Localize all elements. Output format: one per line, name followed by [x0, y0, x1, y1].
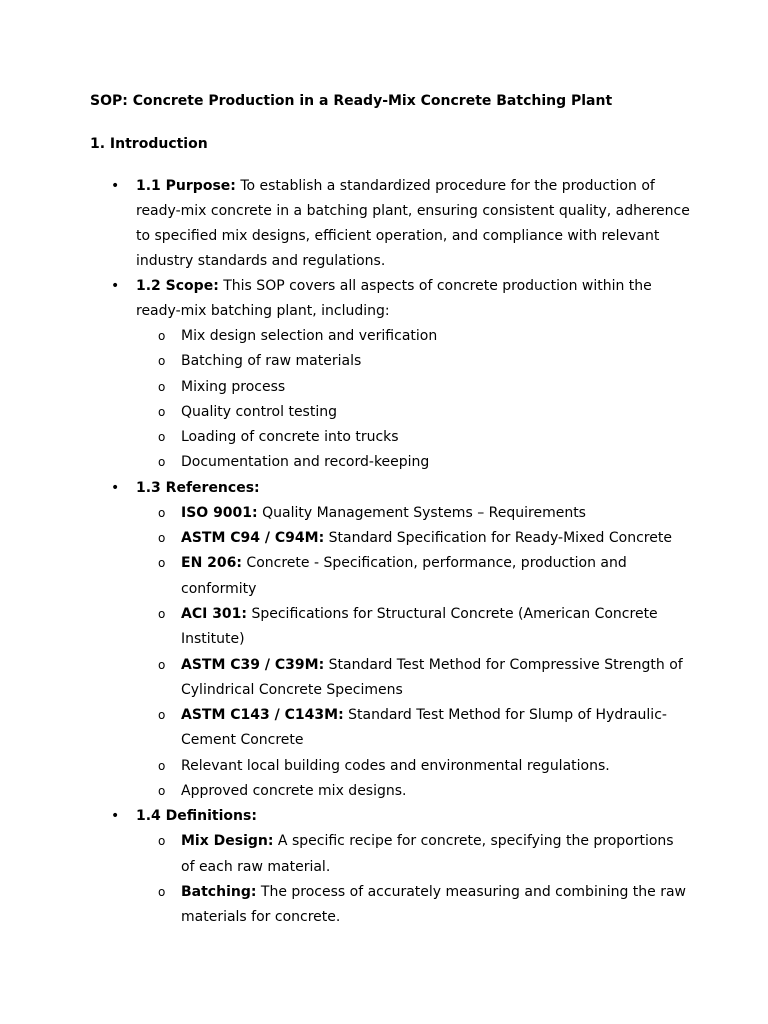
reference-label: ASTM C39 / C39M:	[181, 656, 325, 673]
definition-text: A specific recipe for concrete, specifying the proportions of each raw material.	[181, 833, 674, 875]
reference-label: ACI 301:	[181, 605, 248, 622]
list-item	[136, 754, 690, 779]
bullet-icon: •	[111, 479, 120, 496]
circle-bullet-icon: o	[158, 657, 166, 672]
list-item	[136, 324, 690, 349]
reference-label: ASTM C143 / C143M:	[181, 707, 344, 724]
circle-bullet-icon: o	[158, 329, 166, 343]
list-item	[136, 829, 690, 880]
list-item	[136, 551, 690, 602]
circle-bullet-icon: o	[158, 834, 166, 849]
definition-term: Batching:	[181, 883, 257, 900]
list-item	[136, 400, 690, 425]
bullet-icon: •	[111, 278, 120, 294]
scope-text: This SOP covers all aspects of concrete production within the ready-mix batching plant, including:	[136, 278, 652, 319]
list-item	[136, 450, 690, 475]
list-item	[136, 375, 690, 400]
scope-item-text: Batching of raw materials	[181, 353, 362, 370]
reference-label: EN 206:	[181, 555, 242, 572]
circle-bullet-icon: o	[158, 531, 166, 546]
list-item-references	[90, 476, 690, 805]
definitions-sublist	[136, 829, 690, 930]
document-title: SOP: Concrete Production in a Ready-Mix Concrete Batching Plant	[90, 93, 613, 109]
reference-text: Relevant local building codes and environmental regulations.	[181, 757, 610, 774]
list-item	[136, 501, 690, 526]
circle-bullet-icon: o	[158, 430, 166, 445]
bullet-icon: •	[111, 808, 120, 825]
reference-text: Approved concrete mix designs.	[181, 783, 407, 800]
scope-sublist	[136, 324, 690, 476]
list-item-definitions	[90, 804, 690, 930]
definitions-label: 1.4 Definitions:	[136, 808, 257, 825]
scope-item-text: Mixing process	[181, 378, 286, 395]
list-item-scope	[90, 274, 690, 476]
list-item-purpose	[90, 174, 690, 274]
list-item	[136, 653, 690, 704]
reference-text: Quality Management Systems – Requirements	[257, 504, 586, 521]
circle-bullet-icon: o	[158, 379, 166, 394]
references-label: 1.3 References:	[136, 479, 260, 496]
section-heading: 1. Introduction	[90, 136, 208, 152]
circle-bullet-icon: o	[158, 708, 166, 723]
scope-item-text: Quality control testing	[181, 403, 337, 420]
references-sublist	[136, 501, 690, 805]
list-item	[136, 602, 690, 653]
scope-item-text: Documentation and record-keeping	[181, 454, 430, 471]
circle-bullet-icon: o	[158, 404, 166, 419]
reference-text: Standard Specification for Ready-Mixed Concrete	[324, 530, 672, 547]
circle-bullet-icon: o	[158, 606, 166, 621]
reference-text: Concrete - Specification, performance, production and conformity	[181, 555, 627, 597]
list-item	[136, 779, 690, 804]
introduction-list	[90, 174, 690, 931]
circle-bullet-icon: o	[158, 354, 166, 369]
list-item	[136, 425, 690, 450]
reference-label: ISO 9001:	[181, 504, 258, 521]
list-item	[136, 703, 690, 754]
scope-label: 1.2 Scope:	[136, 278, 219, 294]
definition-text: The process of accurately measuring and combining the raw materials for concrete.	[181, 883, 687, 926]
bullet-icon: •	[111, 178, 120, 194]
purpose-text: To establish a standardized procedure for the production of ready-mix concrete in a batching plant, ensuring consistent quality, adherence to specified mix designs, efficient operation, and compliance with relevant industry standards and regulations.	[136, 178, 690, 269]
reference-label: ASTM C94 / C94M:	[181, 530, 325, 547]
scope-item-text: Mix design selection and verification	[181, 328, 438, 344]
circle-bullet-icon: o	[158, 884, 166, 899]
list-item	[136, 526, 690, 551]
list-item	[136, 880, 690, 931]
list-item	[136, 349, 690, 374]
purpose-label: 1.1 Purpose:	[136, 178, 236, 194]
reference-text: Specifications for Structural Concrete (American Concrete Institute)	[181, 605, 658, 648]
scope-item-text: Loading of concrete into trucks	[181, 429, 399, 446]
circle-bullet-icon: o	[158, 758, 166, 773]
circle-bullet-icon: o	[158, 505, 166, 520]
circle-bullet-icon: o	[158, 784, 166, 799]
document-page	[90, 89, 690, 931]
circle-bullet-icon: o	[158, 455, 166, 470]
circle-bullet-icon: o	[158, 556, 166, 571]
reference-text: Standard Test Method for Slump of Hydraulic-Cement Concrete	[181, 707, 667, 749]
definition-term: Mix Design:	[181, 833, 274, 850]
reference-text: Standard Test Method for Compressive Strength of Cylindrical Concrete Specimens	[181, 656, 683, 698]
